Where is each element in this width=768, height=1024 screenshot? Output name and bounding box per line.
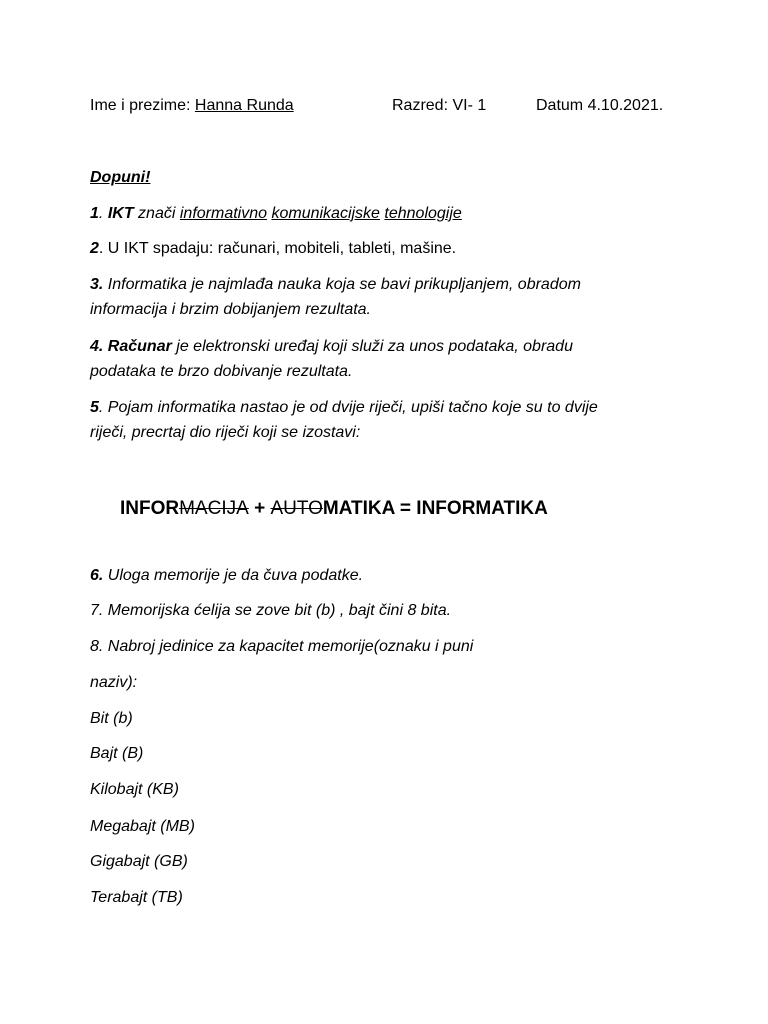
question-5-line-1 — [90, 398, 598, 418]
equation — [120, 497, 548, 521]
worksheet-title: Dopuni! — [90, 169, 151, 186]
q1-text: znači — [138, 205, 176, 222]
q6-text: Uloga memorije je da čuva podatke. — [107, 567, 364, 584]
q3-line-1: Informatika je najmlađa nauka koja se bavi prikupljanjem, obradom — [107, 276, 581, 293]
name-label: Ime i prezime: — [90, 97, 191, 114]
q5-number: 5 — [90, 399, 99, 416]
question-7: 7. Memorijska ćelija se zove bit (b) , bajt čini 8 bita. — [90, 602, 452, 619]
question-8-line-1: 8. Nabroj jedinice za kapacitet memorije(oznaku i puni — [90, 638, 474, 655]
q4-line-2: podataka te brzo dobivanje rezultata. — [90, 363, 353, 380]
q3-number: 3. — [90, 276, 104, 293]
date-label: Datum 4.10.2021. — [536, 97, 664, 114]
unit-item: Gigabajt (GB) — [90, 853, 188, 870]
unit-item: Bit (b) — [90, 710, 133, 727]
equation-word-1-kept: INFOR — [120, 498, 180, 519]
question-2 — [90, 239, 456, 259]
question-6 — [90, 566, 363, 586]
question-4-line-1 — [90, 337, 573, 357]
q1-answer-2: komunikacijske — [271, 205, 380, 222]
q1-term: IKT — [107, 205, 134, 222]
unit-item: Kilobajt (KB) — [90, 781, 179, 798]
class-label: Razred: VI- 1 — [392, 97, 487, 114]
q6-number: 6. — [90, 567, 104, 584]
question-3-line-1 — [90, 275, 581, 295]
unit-item: Megabajt (MB) — [90, 818, 195, 835]
q5-line-2: riječi, precrtaj dio riječi koji se izostavi: — [90, 424, 361, 441]
unit-item: Terabajt (TB) — [90, 889, 183, 906]
q4-line-1: je elektronski uređaj koji služi za unos podataka, obradu — [176, 338, 573, 355]
q2-number: 2 — [90, 240, 99, 257]
question-1 — [90, 204, 462, 224]
q4-number: 4. — [90, 338, 104, 355]
q5-line-1: . Pojam informatika nastao je od dvije riječi, upiši tačno koje su to dvije — [98, 399, 598, 416]
unit-item: Bajt (B) — [90, 745, 144, 762]
q2-text: . U IKT spadaju: računari, mobiteli, tableti, mašine. — [98, 240, 457, 257]
equation-word-1-struck: MACIJA — [179, 498, 249, 519]
name-value: Hanna Runda — [194, 97, 294, 114]
q4-term: Računar — [107, 338, 172, 355]
equation-result: MATIKA = INFORMATIKA — [322, 498, 548, 519]
header-row — [90, 96, 294, 116]
equation-word-2-struck: AUTO — [270, 498, 323, 519]
q3-line-2: informacija i brzim dobijanjem rezultata. — [90, 301, 371, 318]
q1-number: 1 — [90, 205, 99, 222]
q1-answer-3: tehnologije — [384, 205, 462, 222]
equation-plus: + — [248, 498, 271, 519]
question-8-line-2: naziv): — [90, 674, 138, 691]
q1-sep: . — [98, 205, 104, 222]
q1-answer-1: informativno — [179, 205, 268, 222]
